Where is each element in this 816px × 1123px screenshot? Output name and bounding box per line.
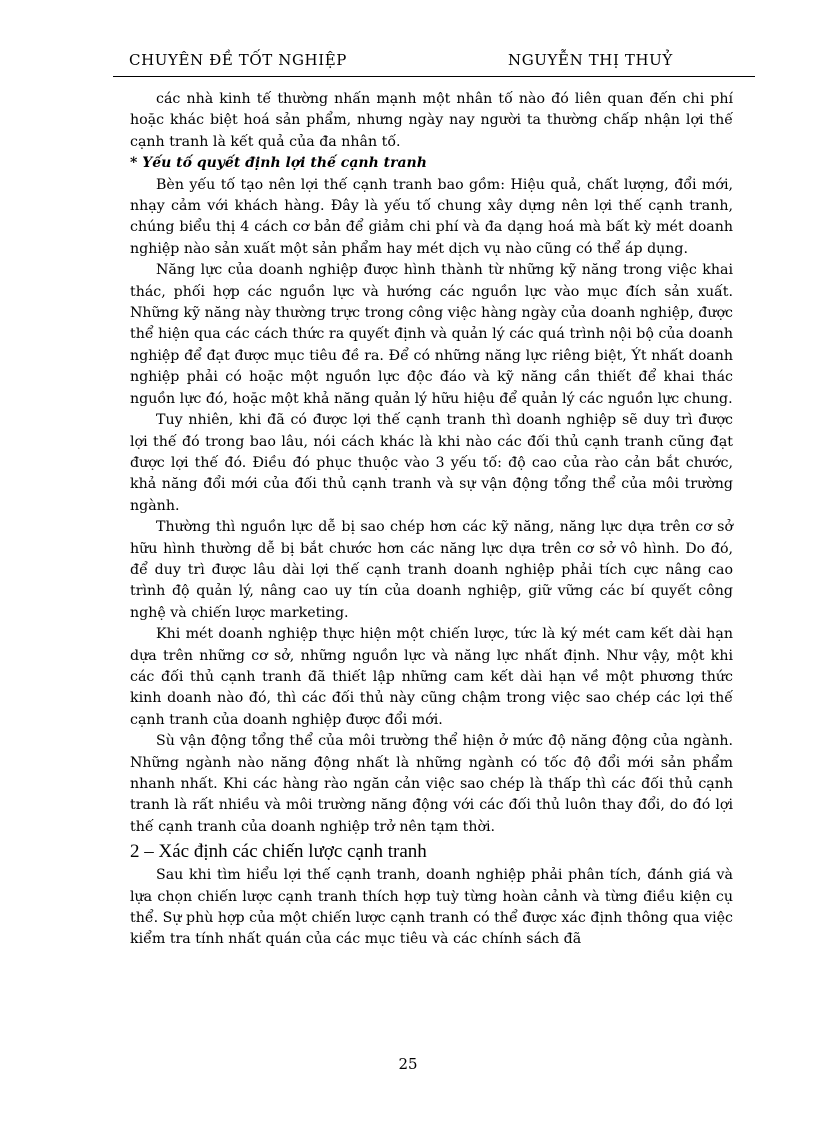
- page-number: 25: [398, 1055, 418, 1073]
- page-body: [130, 89, 733, 951]
- paragraph-continuation: các nhà kinh tế thường nhấn mạnh một nhân tố nào đó liên quan đến chi phí hoặc khác biệt hoá sản phẩm, nhưng ngày nay người ta thường chấp nhận lợi thế cạnh tranh là kết quả của đa nhân tố.: [130, 91, 733, 150]
- header-author-name: NGUYỄN THỊ THUỶ: [508, 51, 673, 69]
- section-heading: 2 – Xác định các chiến lược cạnh tranh: [130, 841, 427, 863]
- subheading-competitive-advantage-factors: * Yếu tố quyết định lợi thế cạnh tranh: [130, 155, 427, 172]
- paragraph: Sù vận động tổng thể của môi trường thể hiện ở mức độ năng động của ngành. Những ngành nào năng động nhất là những ngành có tốc độ đổi mới sản phẩm nhanh nhất. Khi các hàng rào ngăn cản việc sao chép là thấp thì các đối thủ cạnh tranh là rất nhiều và môi trường năng động với các đối thủ luôn thay đổi, do đó lợi thế cạnh tranh của doanh nghiệp trở nên tạm thời.: [130, 733, 733, 835]
- paragraph: Tuy nhiên, khi đã có được lợi thế cạnh tranh thì doanh nghiệp sẽ duy trì được lợi thế đó trong bao lâu, nói cách khác là khi nào các đối thủ cạnh tranh cũng đạt được lợi thế đó. Điều đó phục thuộc vào 3 yếu tố: độ cao của rào cản bắt chước, khả năng đổi mới của đối thủ cạnh tranh và sự vận động tổng thể của môi trường ngành.: [130, 412, 733, 514]
- header-document-type: CHUYÊN ĐỀ TỐT NGHIỆP: [129, 51, 348, 69]
- paragraph: Năng lực của doanh nghiệp được hình thành từ những kỹ năng trong việc khai thác, phối hợp các nguồn lực và hướng các nguồn lực vào mục đích sản xuất. Những kỹ năng này thường trực trong công việc hàng ngày của doanh nghiệp, được thể hiện qua các cách thức ra quyết định và quản lý các quá trình nội bộ của doanh nghiệp để đạt được mục tiêu đề ra. Để có những năng lực riêng biệt, Ýt nhất doanh nghiệp phải có hoặc một nguồn lực độc đáo và kỹ năng cần thiết để khai thác nguồn lực đó, hoặc một khả năng quản lý hữu hiệu để quản lý các nguồn lực chung.: [130, 262, 733, 407]
- paragraph: Sau khi tìm hiểu lợi thế cạnh tranh, doanh nghiệp phải phân tích, đánh giá và lựa chọn chiến lược cạnh tranh thích hợp tuỳ từng hoàn cảnh và từng điều kiện cụ thể. Sự phù hợp của một chiến lược cạnh tranh có thể được xác định thông qua việc kiểm tra tính nhất quán của các mục tiêu và các chính sách đã: [130, 867, 733, 948]
- paragraph: Bèn yếu tố tạo nên lợi thế cạnh tranh bao gồm: Hiệu quả, chất lượng, đổi mới, nhạy cảm với khách hàng. Đây là yếu tố chung xây dựng nên lợi thế cạnh tranh, chúng biểu thị 4 cách cơ bản để giảm chi phí và đa dạng hoá mà bất kỳ mét doanh nghiệp nào sản xuất một sản phẩm hay mét dịch vụ nào cũng có thể áp dụng.: [130, 176, 733, 257]
- paragraph: Khi mét doanh nghiệp thực hiện một chiến lược, tức là ký mét cam kết dài hạn dựa trên những cơ sở, những nguồn lực và năng lực nhất định. Như vậy, một khi các đối thủ cạnh tranh đã thiết lập những cam kết dài hạn về một phương thức kinh doanh nào đó, thì các đối thủ này cũng chậm trong việc sao chép các lợi thế cạnh tranh của doanh nghiệp được đổi mới.: [130, 626, 733, 728]
- page-header: [113, 44, 755, 77]
- paragraph: Thường thì nguồn lực dễ bị sao chép hơn các kỹ năng, năng lực dựa trên cơ sở hữu hình thường dễ bị bắt chước hơn các năng lực dựa trên cơ sở vô hình. Do đó, để duy trì được lâu dài lợi thế cạnh tranh doanh nghiệp phải tích cực nâng cao trình độ quản lý, nâng cao uy tín của doanh nghiệp, giữ vững các bí quyết công nghệ và chiến lược marketing.: [130, 519, 733, 621]
